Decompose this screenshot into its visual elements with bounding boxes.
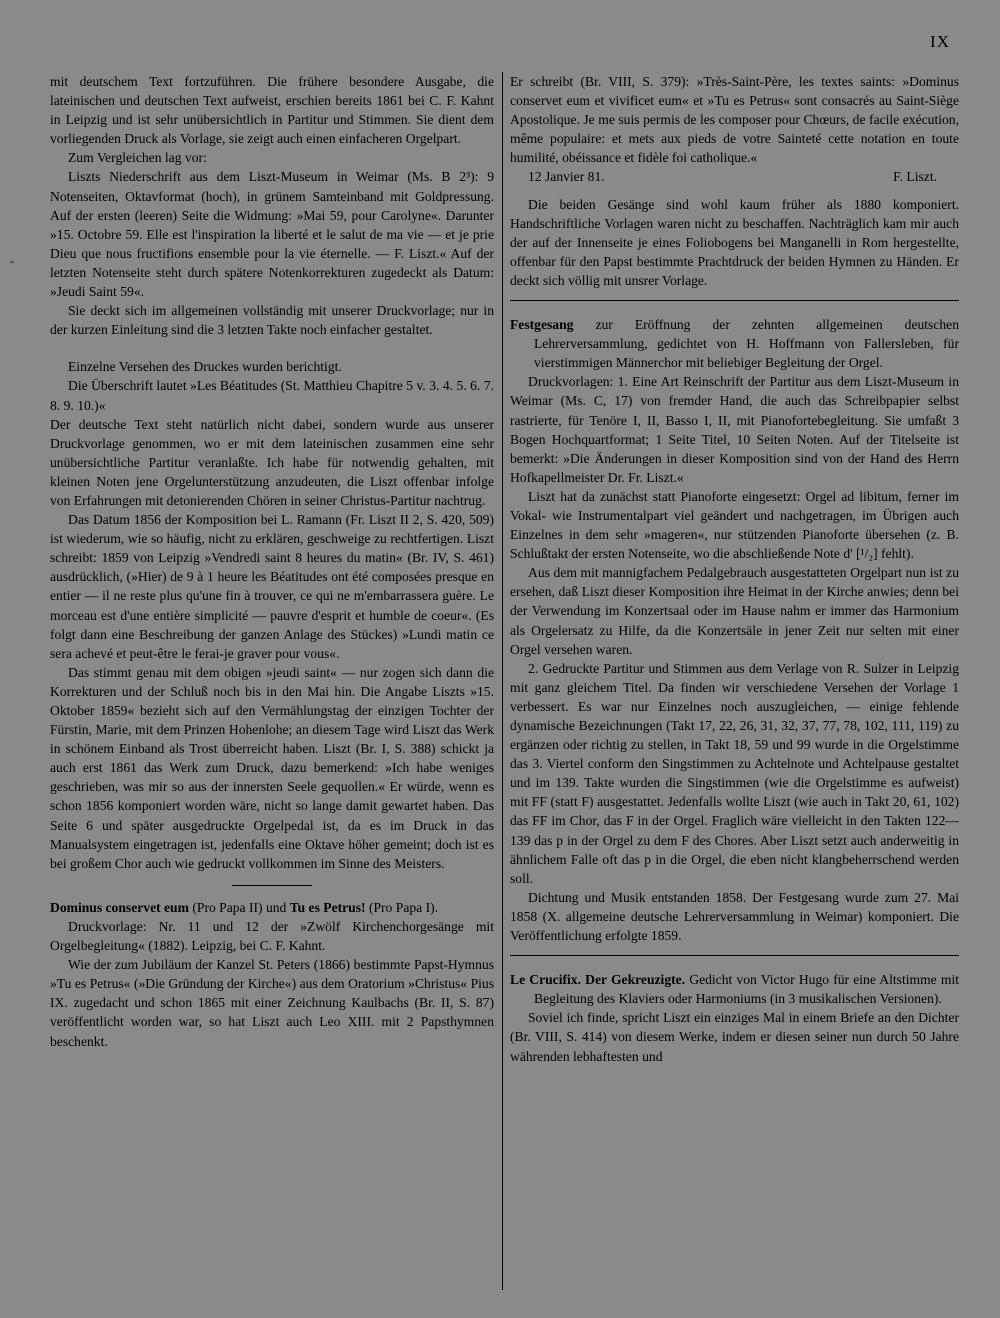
dominus-title: Dominus conservet eum	[50, 899, 189, 915]
paragraph: Dichtung und Musik entstanden 1858. Der Festgesang wurde zum 27. Mai 1858 (X. allgemeine deutsche Lehrerversammlung in Weimar) komponiert. Die Veröffentlichung erfolgte 1859.	[510, 889, 959, 944]
paragraph: Zum Vergleichen lag vor:	[68, 150, 207, 166]
page-number: IX	[930, 32, 950, 51]
dominus-heading	[50, 898, 494, 917]
section-separator	[232, 885, 312, 886]
left-column	[50, 72, 494, 1051]
after-letter-paragraph: Die beiden Gesänge sind wohl kaum früher als 1880 komponiert. Handschriftliche Vorlagen waren nicht zu beschaffen. Nachträglich kam mir auch der auf der Innenseite je eines Foliobogens bei Manganelli in Rom hergestellte, offenbar für den Papst bestimmte Prachtdruck der beiden Hymnen zu Händen. Er deckt sich völlig mit unsrer Vorlage.	[510, 196, 959, 288]
margin-mark: -	[10, 254, 14, 268]
paragraph: Liszts Niederschrift aus dem Liszt-Museum in Weimar (Ms. B 2³): 9 Notenseiten, Oktavformat (hoch), in grünem Samteinband mit Goldpressung. Auf der ersten (leeren) Seite die Widmung: »Mai 59, pour Carolyne«. Darunter »15. Octobre 59. Elle est l'inspiration la liberté et le salut de ma vie — et je prie Dieu que nous fructifions ensemble pour la vie éternelle. — F. Liszt.« Auf der letzten Notenseite steht durch spätere Notenkorrekturen zugedeckt als Datum: »Jeudi Saint 59«.	[50, 169, 494, 300]
letter-quote: Er schreibt (Br. VIII, S. 379): »Très-Saint-Père, les textes saints: »Dominus conservet eum et vivificet eum« et »Tu es Petrus« sont consacrés au Saint-Siège Apostolique. Je me suis permis de les composer pour Chœurs, de facile exécution, même populaire: et mets aux pieds de votre Sainteté cette notation en toute humilité, obéissance et fidèle foi catholique.«	[510, 74, 959, 166]
column-divider	[502, 72, 503, 1290]
left-section-1	[50, 72, 494, 339]
paragraph: Sie deckt sich im allgemeinen vollständig mit unserer Druckvorlage; nur in der kurzen Einleitung sind die 3 letzten Takte noch einfacher gestaltet.	[50, 303, 494, 338]
crucifix-heading	[510, 970, 959, 1008]
paragraph: Der deutsche Text steht natürlich nicht dabei, sondern wurde aus unserer Druckvorlage genommen, wo er mit dem lateinischen zusammen eine sehr unübersichtliche Partitur veranlaßte. Ich habe für notwendig gehalten, mit kleinen Noten jene Orgelunterstützung anzudeuten, die Liszt offenbar infolge von Erfahrungen mit detonierenden Chören in seiner Christus-Partitur nachtrug.	[50, 416, 494, 508]
paragraph: mit deutschem Text fortzuführen. Die frühere besondere Ausgabe, die lateinischen und deutschen Text aufweist, erschien bereits 1861 bei C. F. Kahnt in Leipzig und ist sehr unübersichtlich in Partitur und Stimmen. Sie dient dem vorliegenden Druck als Vorlage, sie zeigt auch einen einfacheren Orgelpart.	[50, 74, 494, 147]
crucifix-title: Le Crucifix. Der Gekreuzigte.	[510, 972, 686, 988]
paragraph: Soviel ich finde, spricht Liszt ein einziges Mal in einem Briefe an den Dichter (Br. VIII, S. 414) von diesem Werke, indem er diesen seiner nun durch 50 Jahre währenden lebhaftesten und	[510, 1010, 959, 1064]
dominus-title-rest: (Pro Papa II) und	[188, 899, 290, 915]
paragraph-gap	[50, 339, 494, 357]
paragraph: Das stimmt genau mit dem obigen »jeudi saint« — nur zogen sich dann die Korrekturen und der Schluß noch bis in den Mai hin. Die Angabe Liszts »15. Oktober 1859« bezieht sich auf den Vermählungstag der einzigen Tochter der Fürstin, Marie, mit dem Prinzen Hohenlohe; an diesem Tage wird Liszt das Werk in schönem Einband als Trost überreicht haben. Liszt (Br. I, S. 388) schickt ja auch erst 1861 das Werk zum Druck, dazu bemerkend: »Ich habe weniges geschrieben, was mir so aus der innersten Seele gequollen.« Er würde, wenn es schon 1856 komponiert worden wäre, nicht so lange damit gewartet haben. Das Seite 6 und später ausgedruckte Orgelpedal ist, da es im Druck in das Manualsystem eingetragen ist, jedenfalls eine Oktave höher gemeint; doch ist es bei großem Chor auch wie gedruckt vollkommen im Sinne des Meisters.	[50, 664, 494, 871]
paragraph: Die Überschrift lautet »Les Béatitudes (St. Matthieu Chapitre 5 v. 3. 4. 5. 6. 7. 8. 9. 10.)«	[50, 378, 494, 413]
festgesang-title: Festgesang	[510, 317, 574, 333]
paragraph: 2. Gedruckte Partitur und Stimmen aus dem Verlage von R. Sulzer in Leipzig mit ganz gleichem Titel. Da finden wir verschiedene Versehen der Vorlage 1 verbessert. Es war nur Einzelnes noch auszugleichen, — einige fehlende dynamische Bezeichnungen (Takt 17, 22, 26, 31, 32, 37, 77, 78, 102, 111, 119) zu ergänzen oder richtig zu stellen, in Takt 18, 59 und 99 wurde in die Orgelstimme das 3. Viertel conform den Singstimmen zu Achtelnote und Achtelpause gestaltet und im 139. Takte wurden die Singstimmen (wie die Orgelstimme es aufweist) mit FF (statt F) ausgestattet. Jedenfalls wollte Liszt (wie auch in Takt 20, 61, 102) das FF im Chor, das F in der Orgel. Fraglich wäre vielleicht in den Takten 122—139 das p in der Orgel zu dem F des Chores. Aber Liszt setzt auch anderweitig in ähnlichem Falle oft das p in die Orgel, die eben nicht klangbeherrschend werden soll.	[510, 660, 959, 886]
festgesang-title-rest: zur Eröffnung der zehnten allgemeinen deutschen Lehrerversammlung, gedichtet von H. Hoffmann von Fallersleben, für vierstimmigen Männerchor mit beliebiger Begleitung der Orgel.	[534, 317, 959, 371]
paragraph: Wie der zum Jubiläum der Kanzel St. Peters (1866) bestimmte Papst-Hymnus »Tu es Petrus« (»Die Gründung der Kirche«) aus dem Oratorium »Christus« Pius IX. zugedacht und schon 1865 mit einer Zeichnung Kaulbachs (Br. II, S. 87) veröffentlicht worden war, so hat Liszt auch Leo XIII. mit 2 Papsthymnen beschenkt.	[50, 957, 494, 1049]
crucifix-body	[510, 1008, 959, 1065]
letter-signature: F. Liszt.	[893, 169, 937, 185]
tu-es-petrus-title: Tu es Petrus!	[289, 899, 366, 915]
left-section-2	[50, 357, 494, 873]
paragraph: Druckvorlage: Nr. 11 und 12 der »Zwölf Kirchenchorgesänge mit Orgelbegleitung« (1882). Leipzig, bei C. F. Kahnt.	[50, 918, 494, 954]
section-rule	[510, 300, 959, 301]
paragraph: Einzelne Versehen des Druckes wurden berichtigt.	[68, 359, 342, 375]
paragraph: Druckvorlagen: 1. Eine Art Reinschrift der Partitur aus dem Liszt-Museum in Weimar (Ms. C, 17) von fremder Hand, die auch das Schreibpapier selbst rastrierte, für Tenöre I, II, Basso I, II, mit Pianofortebegleitung. Sie umfaßt 3 Bogen Hochquartformat; 1 Seite Titel, 10 Seiten Noten. Auf der Titelseite ist bemerkt: »Die Änderungen in dieser Komposition sind von der Hand des Herrn Hofkapellmeister Dr. Fr. Liszt.«	[510, 374, 959, 485]
section-rule	[510, 955, 959, 956]
paragraph: Liszt hat da zunächst statt Pianoforte eingesetzt: Orgel ad libitum, ferner im Vokal- wie Instrumentalpart viel geändert und nachgetragen, im Übrigen auch Einzelnes in dem sehr »mageren«, nur stützenden Pianoforte übersehen (z. B. Schlußtakt der ersten Notenseite, wo die abschließende Note d' [¹/₂] fehlt).	[510, 488, 959, 562]
letter-date: 12 Janvier 81.	[528, 169, 605, 185]
festgesang-heading	[510, 315, 959, 372]
paragraph: Das Datum 1856 der Komposition bei L. Ramann (Fr. Liszt II 2, S. 420, 509) ist wiederum, wie so häufig, nicht zu erklären, geschweige zu rechtfertigen. Liszt schreibt: 1859 von Leipzig »Vendredi saint 8 heures du matin« (Br. IV, S. 461) ausdrücklich, (»Hier) de 9 à 1 heure les Béatitudes ont été composées presque en entier — il ne reste plus qu'une fin à trouver, ce qui ne m'embarrassera guère. Le morceau est d'une entière simplicité — pauvre d'esprit et humble de coeur«. (Es folgt dann eine Beschreibung der ganzen Anlage des Stückes) »Lundi matin ce sera achevé et peut-être le ferai-je graver pour vous«.	[50, 512, 494, 661]
crucifix-title-rest: Gedicht von Victor Hugo für eine Altstimme mit Begleitung des Klaviers oder Harmoniums (in 3 musikalischen Versionen).	[534, 972, 959, 1007]
letter-dateline	[510, 167, 959, 186]
right-column	[510, 72, 959, 1066]
paragraph: Aus dem mit mannigfachem Pedalgebrauch ausgestatteten Orgelpart nun ist zu ersehen, daß Liszt dieser Komposition ihre Heimat in der Kirche anwies; denn bei der Verwendung im Konzertsaal oder im Hause nahm er immer das Harmonium als Orgelersatz zu Hilfe, da die Konzertsäle in jener Zeit nur selten mit einer Orgel versehen waren.	[510, 565, 959, 657]
festgesang-body	[510, 372, 959, 945]
dominus-body	[50, 917, 494, 1051]
dominus-title-rest2: (Pro Papa I).	[365, 899, 439, 915]
